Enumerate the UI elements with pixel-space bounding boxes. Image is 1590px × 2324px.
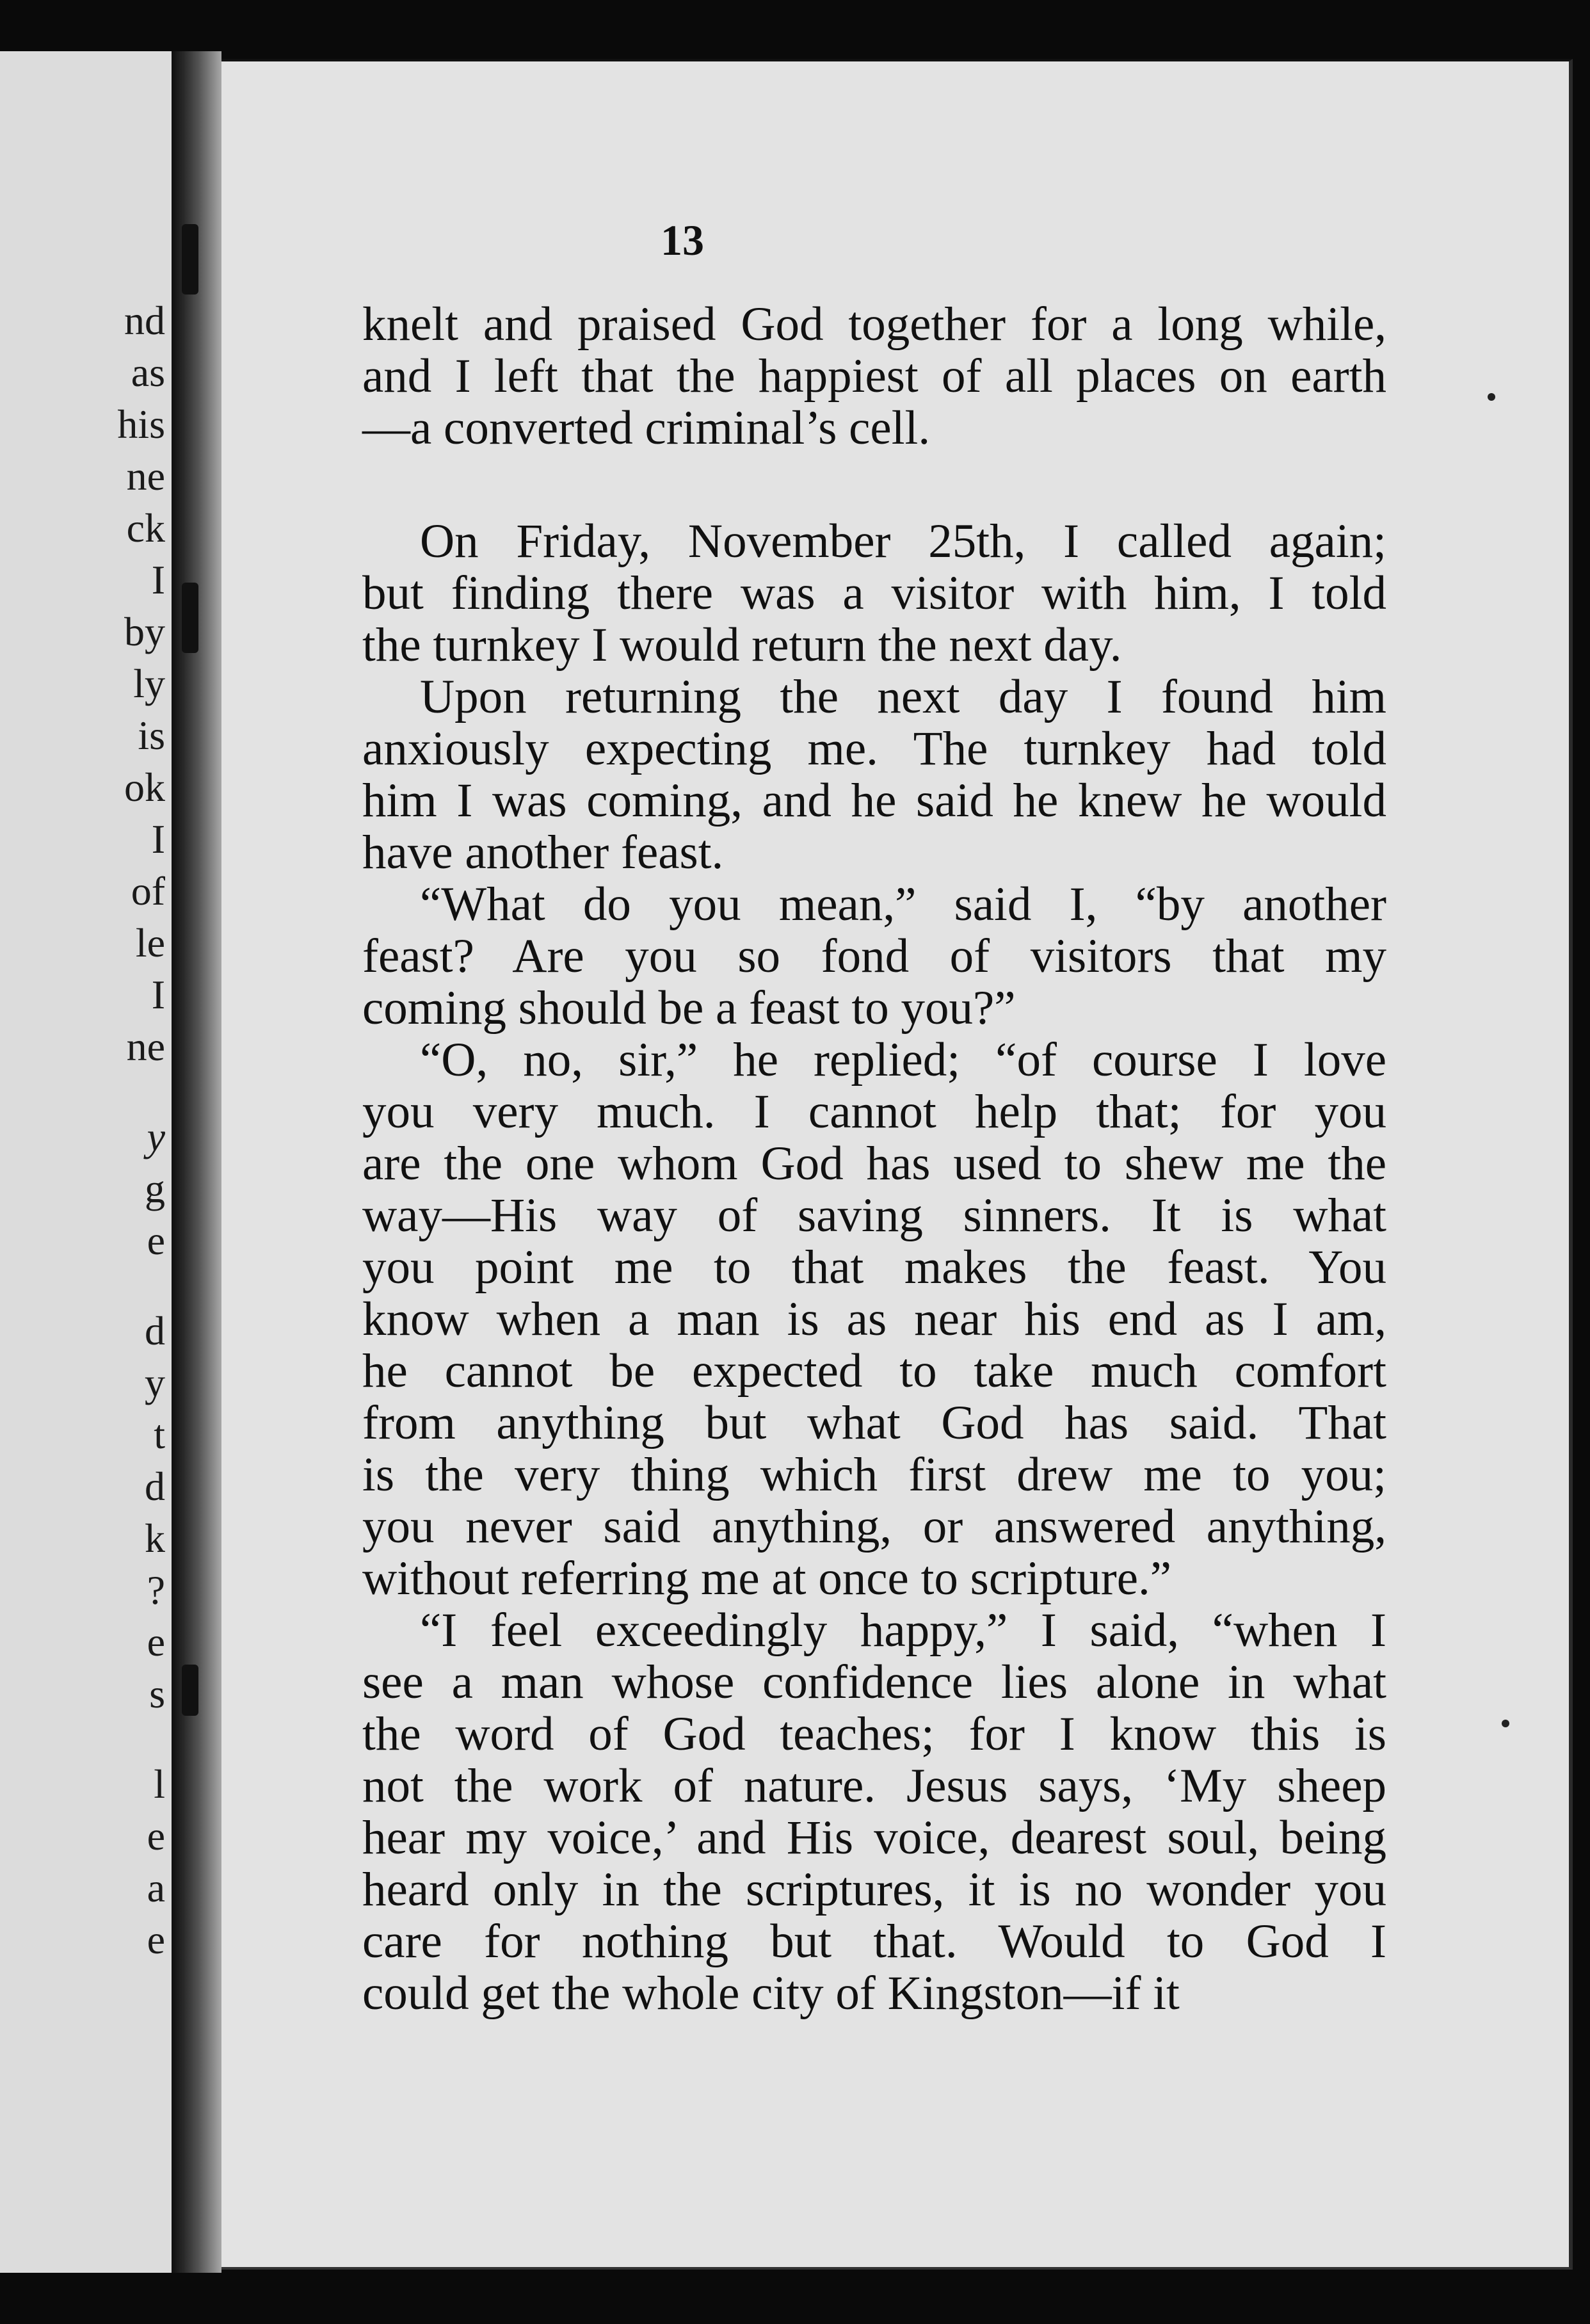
previous-page-fragment: e (147, 1917, 165, 1962)
text-line: care for nothing but that. Would to God I (362, 1915, 1386, 1968)
text-line: On Friday, November 25th, I called again; (420, 515, 1386, 568)
previous-page-fragment: k (145, 1515, 165, 1561)
previous-page-fragment: e (147, 1218, 165, 1263)
previous-page-fragment: e (147, 1813, 165, 1859)
paragraph-gap (362, 454, 1590, 515)
previous-page-fragment: I (151, 972, 165, 1017)
text-line: the turnkey I would return the next day. (362, 618, 1122, 672)
spine-binding-mark (182, 224, 198, 295)
previous-page-fragment: ne (126, 1024, 165, 1069)
previous-page-fragment: ck (126, 505, 165, 551)
text-line: know when a man is as near his end as I am, (362, 1293, 1386, 1346)
text-line: and I left that the happiest of all places on earth (362, 350, 1386, 403)
text-line: hear my voice,’ and His voice, dearest soul, being (362, 1811, 1386, 1864)
book-spine (172, 51, 221, 2273)
text-line: not the work of nature. Jesus says, ‘My sheep (362, 1759, 1386, 1812)
previous-page-fragment: is (138, 713, 165, 758)
previous-page-fragment (37, 1266, 165, 1305)
text-line: “O, no, sir,” he replied; “of course I love (420, 1033, 1386, 1086)
text-line: him I was coming, and he said he knew he would (362, 774, 1386, 827)
text-line: “I feel exceedingly happy,” I said, “when I (420, 1604, 1386, 1657)
previous-page-fragment: of (131, 868, 165, 914)
previous-page-fragment: s (149, 1671, 165, 1716)
previous-page-fragment: ok (124, 764, 165, 810)
text-line: without referring me at once to scripture.” (362, 1552, 1172, 1605)
page-body-text (362, 298, 1590, 2019)
text-line: coming should be a feast to you?” (362, 981, 1016, 1035)
previous-page-edge (0, 51, 173, 2273)
paragraph (362, 671, 1590, 878)
previous-page-fragment: a (147, 1865, 165, 1910)
text-line: you very much. I cannot help that; for you (362, 1085, 1386, 1138)
previous-page-fragment: y (147, 1114, 165, 1159)
text-line: is the very thing which first drew me to you; (362, 1448, 1386, 1501)
text-line: but finding there was a visitor with him, I told (362, 567, 1386, 620)
previous-page-fragment: by (124, 609, 165, 654)
book-page (221, 59, 1573, 2270)
text-line: heard only in the scriptures, it is no wonder you (362, 1863, 1386, 1916)
page-number: 13 (661, 216, 704, 264)
previous-page-fragment: d (145, 1464, 165, 1509)
previous-page-fragment: his (117, 401, 165, 447)
paragraph (362, 515, 1590, 671)
text-line: knelt and praised God together for a long while, (362, 298, 1386, 351)
paragraph (362, 1034, 1590, 1604)
spine-binding-mark (182, 1665, 198, 1716)
previous-page-fragment (37, 1720, 165, 1758)
previous-page-fragment: e (147, 1619, 165, 1665)
text-line: way—His way of saving sinners. It is what (362, 1189, 1386, 1242)
text-line: are the one whom God has used to shew me the (362, 1137, 1386, 1190)
text-line: feast? Are you so fond of visitors that my (362, 930, 1386, 983)
paragraph (362, 1604, 1590, 2019)
page-blemish (1502, 1720, 1509, 1727)
text-line: have another feast. (362, 826, 724, 879)
previous-page-fragment: t (154, 1412, 165, 1457)
text-line: you never said anything, or answered anything, (362, 1500, 1386, 1553)
text-line: could get the whole city of Kingston—if it (362, 1967, 1180, 2020)
previous-page-fragment: ne (126, 453, 165, 499)
text-line: —a converted criminal’s cell. (362, 401, 931, 455)
text-line: Upon returning the next day I found him (420, 670, 1386, 723)
previous-page-fragment: le (135, 920, 165, 965)
text-line: “What do you mean,” said I, “by another (420, 878, 1386, 931)
previous-page-fragment: l (154, 1761, 165, 1807)
previous-page-fragment (37, 1072, 165, 1111)
text-line: from anything but what God has said. That (362, 1396, 1386, 1449)
text-line: see a man whose confidence lies alone in what (362, 1656, 1386, 1709)
previous-page-text-fragments (37, 295, 165, 1965)
text-line: you point me to that makes the feast. You (362, 1241, 1386, 1294)
previous-page-fragment: ly (133, 661, 165, 706)
previous-page-fragment: nd (124, 298, 165, 343)
text-line: anxiously expecting me. The turnkey had told (362, 722, 1386, 775)
previous-page-fragment: y (145, 1360, 165, 1405)
previous-page-fragment: g (145, 1166, 165, 1211)
previous-page-fragment: d (145, 1308, 165, 1353)
previous-page-fragment: ? (147, 1567, 165, 1613)
previous-page-fragment: as (131, 350, 165, 395)
paragraph (362, 878, 1590, 1034)
spine-binding-mark (182, 583, 198, 653)
page-blemish (1488, 393, 1495, 401)
paragraph (362, 298, 1590, 454)
text-line: he cannot be expected to take much comfort (362, 1344, 1386, 1398)
previous-page-fragment: I (151, 816, 165, 862)
text-line: the word of God teaches; for I know this is (362, 1707, 1386, 1761)
previous-page-fragment: I (151, 557, 165, 602)
